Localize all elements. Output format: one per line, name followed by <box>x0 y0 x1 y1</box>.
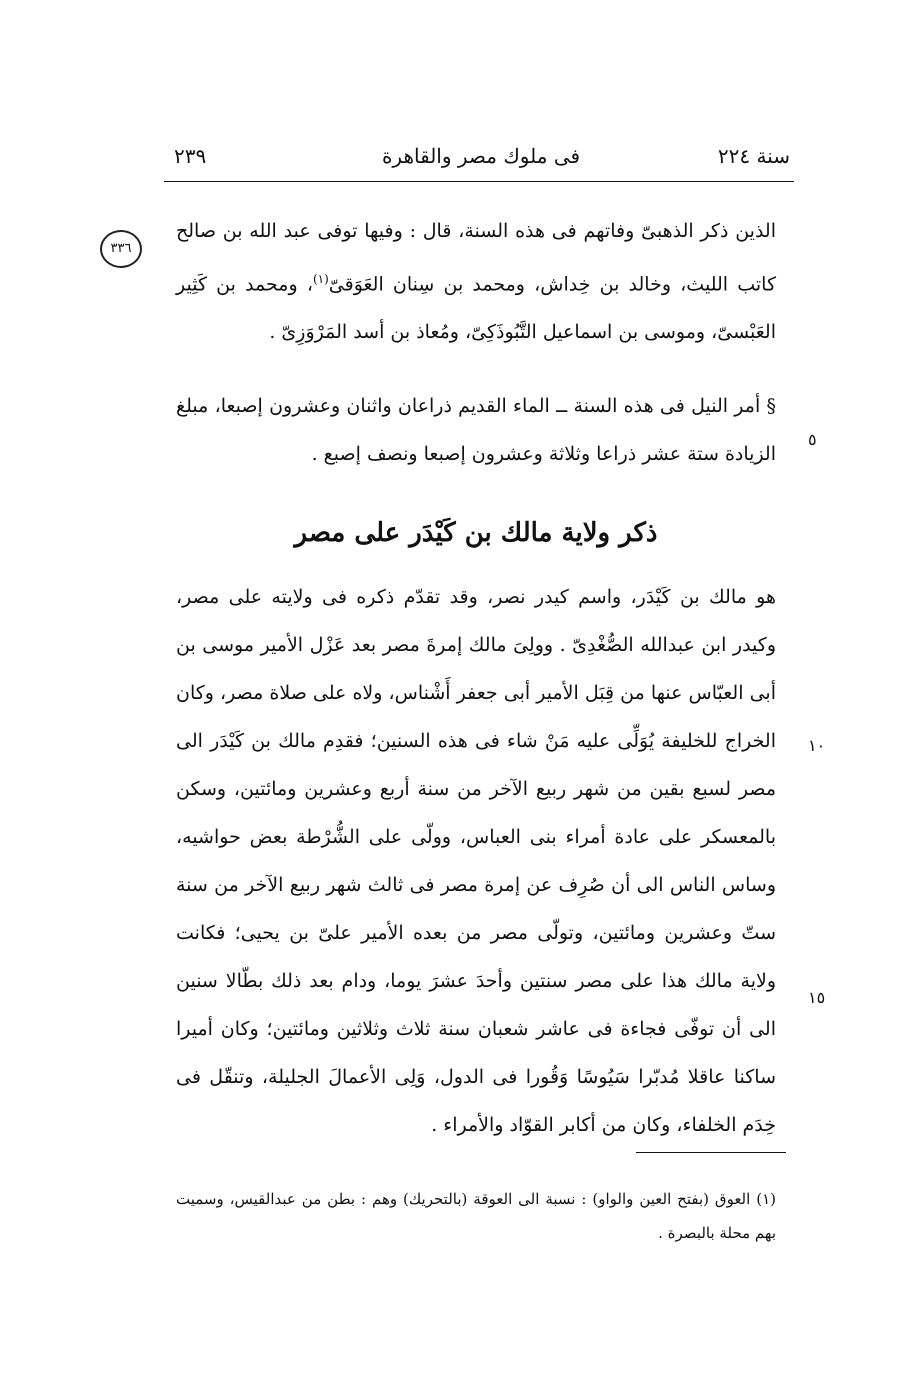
header-title: فى ملوك مصر والقاهرة <box>381 144 581 168</box>
running-header <box>168 138 794 176</box>
paragraph-nile: § أمر النيل فى هذه السنة ــ الماء القديم ذراعان واثنان وعشرون إصبعا، مبلغ الزيادة ستة عشر ذراعا وثلاثة وعشرون إصبعا ونصف إصبع . <box>176 395 776 465</box>
footnote-reference: (١) <box>312 272 329 286</box>
section-title: ذكر ولاية مالك بن كَيْدَر على مصر <box>294 518 658 548</box>
header-year: سنة ٢٢٤ <box>717 144 790 168</box>
line-marker-5: ٥ <box>808 430 817 449</box>
page-seal: ٣٣٦ <box>100 230 142 268</box>
page-number: ٢٣٩ <box>174 144 207 168</box>
footnote: (١) العوق (بفتح العين والواو) : نسبة الى العوقة (بالتحريك) وهم : بطن من عبدالقيس، وسميت بهم محلة بالبصرة . <box>176 1190 777 1242</box>
line-marker-15: ١٥ <box>808 988 826 1007</box>
paragraph-deaths-part-b: ، ومحمد بن كَثِير العَبْسىّ، وموسى بن اسماعيل التَّبُوذَكِىّ، ومُعاذ بن أسد المَرْوَزِىّ . <box>176 273 776 344</box>
paragraph-deaths-part-a: الذين ذكر الذهبىّ وفاتهم فى هذه السنة، قال : وفيها توفى عبد الله بن صالح كاتب الليث، وخالد بن خِداش، ومحمد بن سِنان العَوَقىّ <box>176 220 776 296</box>
paragraph-deaths <box>176 207 776 356</box>
header-rule <box>164 181 794 182</box>
paragraph-malik: هو مالك بن كَيْدَر، واسم كيدر نصر، وقد تقدّم ذكره فى ولايته على مصر، وكيدر ابن عبدالله الصُّغْدِىّ . وولِىَ مالك إمرةَ مصر بعد عَزْل الأمير موسى بن أبى العبّاس عنها من قِبَل الأمير أبى جعفر أَشْناس، ولاه على صلاة مصر، وكان الخراج للخليفة يُوَلِّى عليه مَنْ شاء فى هذه السنين؛ فقدِم مالك بن كَيْدَر الى مصر لسبع بقين من شهر ربيع الآخر من سنة أربع وعشرين ومائتين، وسكن بالمعسكر على عادة أمراء بنى العباس، وولّى على الشُّرْطة بعض حواشيه، وساس الناس الى أن صُرِف عن إمرة مصر فى ثالث شهر ربيع الآخر من سنة ستّ وعشرين ومائتين، وتولّى مصر من بعده الأمير علىّ بن يحيى؛ فكانت ولاية مالك هذا على مصر سنتين وأحدَ عشرَ يوما، ودام بعد ذلك بطّالا سنين الى أن توفّى فجاءة فى عاشر شعبان سنة ثلاث وثلاثين ومائتين؛ وكان أميرا ساكنا عاقلا مُدبّرا سَيُوسًا وَقُورا فى الدول، وَلِى الأعمالَ الجليلة، وتنقّل فى خِدَم الخلفاء، وكان من أكابر القوّاد والأمراء . <box>176 586 776 1136</box>
footnote-rule <box>636 1152 786 1153</box>
line-marker-10: ١٠ <box>808 736 826 755</box>
